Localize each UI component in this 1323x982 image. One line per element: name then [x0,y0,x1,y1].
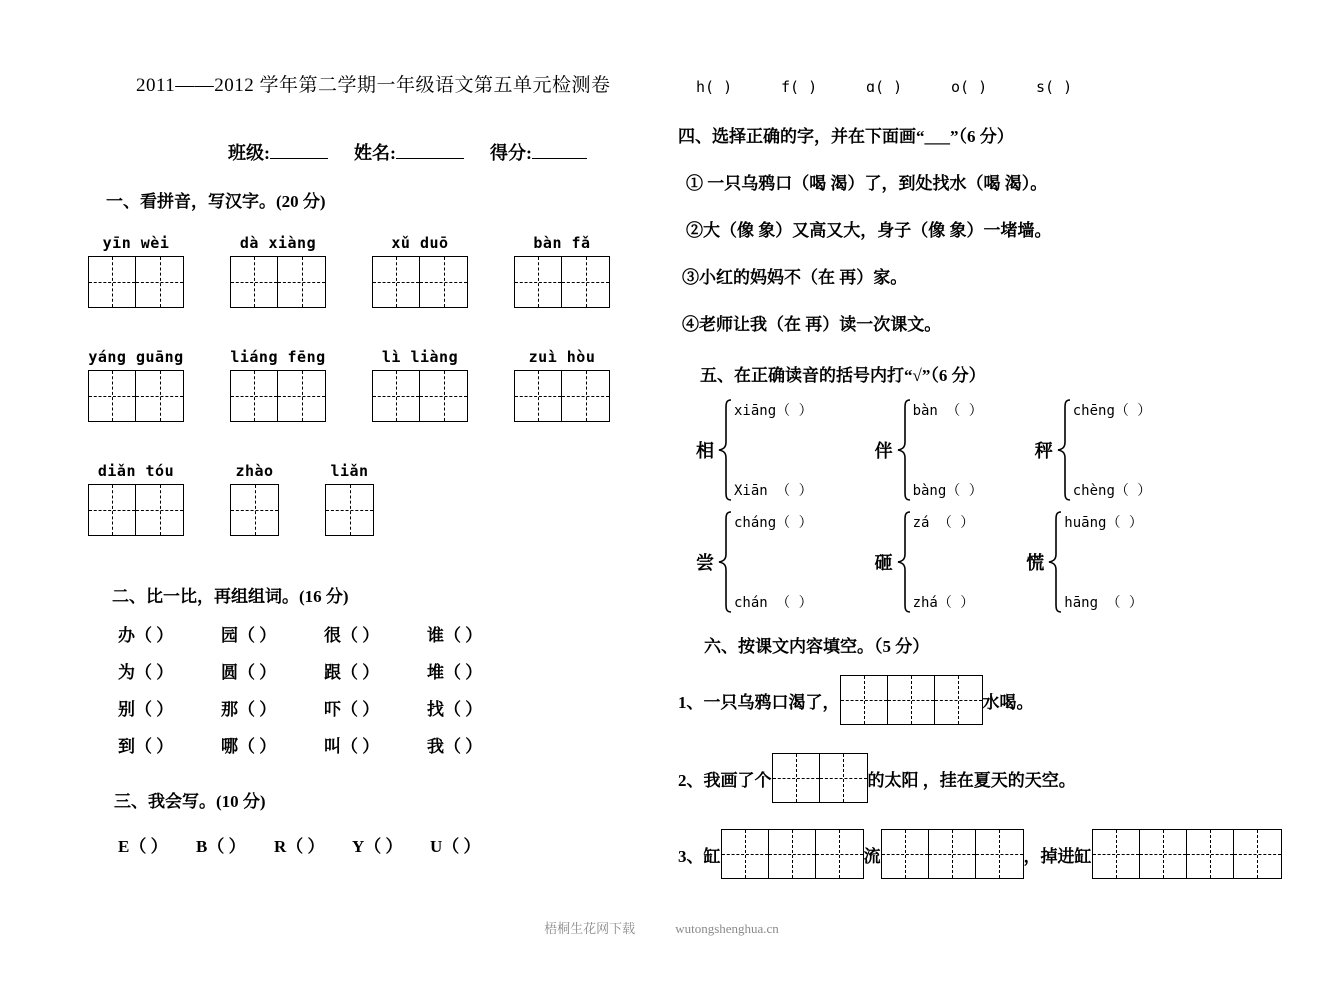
pinyin-option[interactable]: huāng（ ） [1064,515,1143,531]
compare-word-row [118,658,658,683]
tianzige-grid[interactable] [514,256,610,308]
pinyin-word-group [230,234,326,308]
tianzige-cell[interactable] [1093,830,1140,878]
fill-blank-row [678,753,1323,803]
tianzige-grid[interactable] [372,256,468,308]
pinyin-row [78,234,658,308]
letter-answer-slot[interactable]: o( ) [951,78,988,96]
section6-items [678,675,1323,879]
pinyin-option[interactable]: chèng（ ） [1072,483,1152,499]
tianzige-cell[interactable] [820,754,867,802]
tianzige-grid[interactable] [840,675,983,725]
letter-answer-slot[interactable]: f( ) [781,78,818,96]
pinyin-option[interactable]: bàn （ ） [912,403,983,419]
pinyin-text: zhào [235,462,274,480]
pinyin-text: dà xiàng [239,234,317,252]
section4-item[interactable]: ① 一只乌鸦口（喝 渴）了，到处找水（喝 渴）。 [686,174,1048,193]
chinese-character: 秤 [1034,441,1053,461]
tianzige-cell[interactable] [562,371,609,421]
pinyin-options [734,400,813,500]
left-column [78,70,658,857]
tianzige-cell[interactable] [722,830,769,878]
pinyin-option[interactable]: zhá（ ） [912,595,975,611]
compare-word-cell[interactable]: 跟（ ） [324,663,380,682]
tianzige-cell[interactable] [136,257,183,307]
tianzige-cell[interactable] [231,371,278,421]
compare-word-cell[interactable]: 堆（ ） [427,663,483,682]
section1-heading: 一、看拼音，写汉字。(20 分) [106,192,326,211]
pinyin-text: yáng guāng [88,348,184,366]
tianzige-cell[interactable] [773,754,820,802]
compare-word-row [118,621,658,646]
tianzige-cell[interactable] [89,257,136,307]
pinyin-word-group [514,234,610,308]
tianzige-grid[interactable] [325,484,374,536]
pinyin-text: xǔ duō [391,234,449,252]
pinyin-word-group [88,348,184,422]
tianzige-cell[interactable] [888,676,935,724]
tianzige-grid[interactable] [88,370,184,422]
compare-word-cell[interactable]: 园（ ） [221,626,277,645]
tianzige-cell[interactable] [929,830,976,878]
tianzige-grid[interactable] [881,829,1024,879]
fill-blank-text: 的太阳 ，挂在夏天的天空。 [867,770,1076,790]
section6-heading: 六、按课文内容填空。（5 分） [704,637,930,656]
pinyin-option[interactable]: hāng （ ） [1064,595,1143,611]
page-title: 2011——2012 学年第二学期一年级语文第五单元检测卷 [136,75,611,96]
pinyin-text: liáng fēng [230,348,326,366]
tianzige-cell[interactable] [976,830,1023,878]
curly-brace-icon [718,398,732,502]
pinyin-options [913,512,975,612]
tianzige-cell[interactable] [515,257,562,307]
pinyin-choice-group [875,506,975,618]
pinyin-options [1064,512,1143,612]
section5-heading: 五、在正确读音的括号内打“√”（6 分） [700,366,986,385]
tianzige-cell[interactable] [89,485,136,535]
letter-answer-slot[interactable]: B（ ） [196,837,246,856]
pinyin-word-group [325,462,374,536]
pinyin-choice-group [696,394,813,506]
tianzige-cell[interactable] [769,830,816,878]
tianzige-grid[interactable] [514,370,610,422]
tianzige-cell[interactable] [373,371,420,421]
tianzige-cell[interactable] [278,371,325,421]
tianzige-cell[interactable] [420,257,467,307]
student-info-line [78,139,658,165]
chinese-character: 慌 [1026,553,1045,573]
pinyin-choice-row [696,394,1323,506]
pinyin-text: diǎn tóu [97,462,175,480]
tianzige-grid[interactable] [772,753,868,803]
tianzige-cell[interactable] [515,371,562,421]
pinyin-text: zuì hòu [528,348,596,366]
pinyin-choice-group [1026,506,1143,618]
compare-word-cell[interactable]: 找（ ） [427,700,483,719]
tianzige-cell[interactable] [89,371,136,421]
curly-brace-icon [1048,510,1062,614]
compare-word-cell[interactable]: 别（ ） [118,700,174,719]
section1-rows [78,234,658,536]
compare-word-cell[interactable]: 很（ ） [324,626,380,645]
pinyin-options [734,512,813,612]
letter-answer-slot[interactable]: s( ) [1036,78,1073,96]
chinese-character: 伴 [874,441,893,461]
tianzige-cell[interactable] [816,830,863,878]
score-label: 得分: [490,143,532,163]
section4-items [678,169,1323,335]
pinyin-option[interactable]: bàng（ ） [912,483,983,499]
section3-uppercase-row [78,832,658,857]
tianzige-cell[interactable] [841,676,888,724]
section4-item[interactable]: ②大（像 象）又高又大，身子（像 象）一堵墙。 [686,221,1052,240]
score-blank[interactable] [532,158,587,159]
curly-brace-icon [897,510,911,614]
tianzige-cell[interactable] [136,485,183,535]
tianzige-cell[interactable] [231,485,278,535]
pinyin-options [913,400,983,500]
fill-blank-row [678,829,1323,879]
fill-blank-text: 水喝。 [982,692,1034,712]
tianzige-grid[interactable] [230,370,326,422]
footer [0,918,1323,937]
pinyin-option[interactable]: zá （ ） [912,515,975,531]
pinyin-word-group [88,234,184,308]
tianzige-cell[interactable] [882,830,929,878]
pinyin-word-group [372,234,468,308]
pinyin-choice-row [696,506,1323,618]
compare-word-cell[interactable]: 到（ ） [118,737,174,756]
pinyin-options [1073,400,1152,500]
letter-answer-slot[interactable]: ɑ( ) [866,78,903,96]
section4-item[interactable]: ④老师让我（在 再）读一次课文。 [682,315,942,334]
pinyin-choice-group [875,394,983,506]
compare-word-row [118,732,658,757]
pinyin-option[interactable]: cháng（ ） [734,515,813,531]
section5-rows [678,394,1323,618]
pinyin-text: yīn wèi [102,234,170,252]
tianzige-cell[interactable] [326,485,373,535]
pinyin-option[interactable]: xiāng（ ） [734,403,813,419]
pinyin-option[interactable]: chēng（ ） [1072,403,1152,419]
fill-blank-text: 1、一只乌鸦口渴了， [678,692,840,712]
letter-answer-slot[interactable]: Y（ ） [352,837,403,856]
fill-blank-text: 3、缸 [678,846,721,866]
compare-word-cell[interactable]: 吓（ ） [324,700,380,719]
letter-answer-slot[interactable]: h( ) [696,78,733,96]
section4-heading: 四、选择正确的字，并在下面画“___”（6 分） [678,127,1014,146]
footer-site-name: 梧桐生花网下载 [544,921,636,936]
curly-brace-icon [897,398,911,502]
letter-answer-slot[interactable]: U（ ） [430,837,481,856]
tianzige-cell[interactable] [373,257,420,307]
tianzige-grid[interactable] [88,256,184,308]
tianzige-grid[interactable] [372,370,468,422]
tianzige-grid[interactable] [230,256,326,308]
pinyin-text: bàn fǎ [533,234,591,252]
compare-word-cell[interactable]: 叫（ ） [324,737,380,756]
tianzige-cell[interactable] [1187,830,1234,878]
fill-blank-text: 2、我画了个 [678,770,772,790]
pinyin-word-group [88,462,184,536]
pinyin-choice-group [1035,394,1152,506]
fill-blank-text: 流 [863,846,881,866]
tianzige-grid[interactable] [1092,829,1282,879]
class-label: 班级: [228,143,270,163]
section2-rows [78,621,658,757]
tianzige-cell[interactable] [935,676,982,724]
tianzige-grid[interactable] [230,484,279,536]
chinese-character: 砸 [874,553,893,573]
name-label: 姓名: [354,143,396,163]
section3-lowercase-row [678,78,1323,96]
curly-brace-icon [1057,398,1071,502]
tianzige-cell[interactable] [278,257,325,307]
pinyin-word-group [230,462,279,536]
section2-heading: 二、比一比，再组组词。(16 分) [112,587,349,606]
compare-word-row [118,695,658,720]
fill-blank-text: ，掉进缸 [1023,846,1092,866]
tianzige-cell[interactable] [1234,830,1281,878]
pinyin-word-group [372,348,468,422]
pinyin-row [78,462,658,536]
tianzige-grid[interactable] [88,484,184,536]
right-column [678,78,1323,879]
fill-blank-row [678,675,1323,725]
name-blank[interactable] [396,158,464,159]
tianzige-cell[interactable] [562,257,609,307]
pinyin-choice-group [696,506,813,618]
compare-word-cell[interactable]: 谁（ ） [427,626,483,645]
pinyin-word-group [514,348,610,422]
chinese-character: 相 [696,441,714,461]
pinyin-row [78,348,658,422]
compare-word-cell[interactable]: 那（ ） [221,700,277,719]
compare-word-cell[interactable]: 哪（ ） [221,737,277,756]
compare-word-cell[interactable]: 圆（ ） [221,663,277,682]
class-blank[interactable] [270,158,328,159]
chinese-character: 尝 [696,553,714,573]
pinyin-option[interactable]: chán （ ） [734,595,813,611]
pinyin-text: lì liàng [381,348,459,366]
compare-word-cell[interactable]: 我（ ） [427,737,483,756]
compare-word-cell[interactable]: 为（ ） [118,663,174,682]
pinyin-word-group [230,348,326,422]
section3-heading: 三、我会写。(10 分) [114,792,266,811]
compare-word-cell[interactable]: 办（ ） [118,626,174,645]
letter-answer-slot[interactable]: E（ ） [118,837,168,856]
curly-brace-icon [718,510,732,614]
tianzige-cell[interactable] [231,257,278,307]
section4-item[interactable]: ③小红的妈妈不（在 再）家。 [682,268,908,287]
pinyin-text: liǎn [330,462,369,480]
pinyin-option[interactable]: Xiān （ ） [734,483,813,499]
tianzige-cell[interactable] [420,371,467,421]
letter-answer-slot[interactable]: R（ ） [274,837,325,856]
tianzige-cell[interactable] [136,371,183,421]
tianzige-cell[interactable] [1140,830,1187,878]
tianzige-grid[interactable] [721,829,864,879]
footer-site-url: wutongshenghua.cn [675,921,779,936]
